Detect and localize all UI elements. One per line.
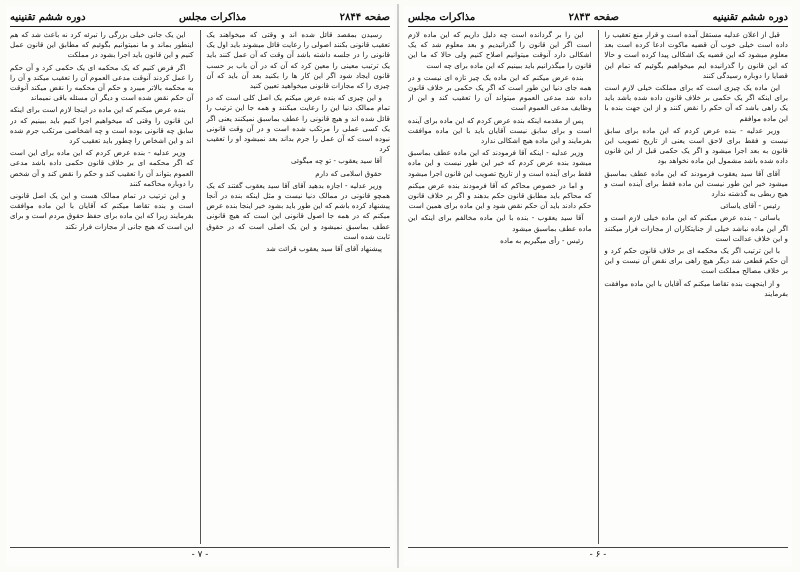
- paragraph: حقوق اسلامی که دارم: [315, 168, 382, 178]
- paragraph: این یک جانی خیلی بزرگی را تبرئه کرد نه باعث شد که هم اینطور بماند و ما نمیتوانیم بگوئیم که مطابق این قانون عمل کنیم و این قانون باید اجرا بشود در مملکت: [9, 30, 194, 60]
- paragraph: رئیس - آقای یاسائی: [720, 201, 780, 211]
- paragraph: وزیر عدلیه - بنده عرض کردم که این ماده برای سابق نیست و فقط برای لاحق است یعنی از تاریخ تصویب این قانون به بعد اجرا میشود و اگر یک حکمی قبل از این قانون داده شده باشد مشمول این ماده نخواهد بود: [604, 125, 788, 166]
- left-page-column-left: [10, 30, 194, 544]
- right-page-column-left: [408, 30, 592, 544]
- paragraph: آقا سید یعقوب - بنده با این ماده مخالفم برای اینکه این ماده عطف بماسبق میشود: [407, 213, 592, 233]
- right-page-label: صفحه ۲۸۴۳: [568, 11, 620, 23]
- paragraph: با این ترتیب اگر یک محکمه ای بر خلاف قانون حکم کرد و آن حکم قطعی شد دیگر هیچ راهی برای نقض آن نیست و این بر خلاف مصالح مملکت است: [604, 246, 788, 276]
- right-page-column-right: [604, 30, 788, 544]
- right-page-footer: - ۶ -: [408, 547, 788, 562]
- left-page-column-right: [206, 30, 390, 544]
- right-page-columns: [408, 30, 788, 544]
- paragraph: و اما در خصوص محاکم که آقا فرمودند بنده عرض میکنم که محاکم باید مطابق قانون حکم بدهند و اگر بر خلاف قانون حکم دادند باید آن حکم نقض شود و این ماده برای همین است: [407, 180, 592, 211]
- left-page-label: صفحه ۲۸۴۴: [339, 11, 390, 23]
- left-page-footer: - ۷ -: [10, 547, 390, 562]
- left-page-title: مذاکرات مجلس: [179, 11, 247, 23]
- paragraph: قبل از اعلان عدلیه مستقل آمده است و قرار منع تعقیب را داده است خیلی خوب آن قضیه ماکوت ادعا کرده است بعد معلوم میشود که این قضیه یک اشکالی پیدا کرده است و حالا که این قانون را گذرانیده ایم میخواهیم بگوئیم که تمام این قضایا را دوباره رسیدگی کنند: [604, 30, 788, 80]
- paragraph: وزیر عدلیه - اینکه آقا فرمودند که این ماده عطف بماسبق میشود بنده عرض کردم که خیر این طور نیست و این ماده فقط برای آینده است و از تاریخ تصویب این قانون اجرا میشود: [407, 148, 592, 178]
- paragraph: این را بر گردانده است چه دلیل داریم که این ماده لازم است اگر این قانون را گذرانیدیم و بعد معلوم شد که یک اشکالی دارد آنوقت میتوانیم اصلاح کنیم ولی حالا که ما این قانون را میگذرانیم باید ببینیم که این ماده برای چه است: [407, 30, 592, 70]
- right-page-title: مذاکرات مجلس: [408, 11, 476, 23]
- column-divider: [598, 30, 599, 544]
- paragraph: یاسائی - بنده عرض میکنم که این ماده خیلی لازم است و اگر این ماده نباشد خیلی از جنایتکاران از مجازات فرار میکنند و این خلاف عدالت است: [604, 213, 788, 243]
- paragraph: پیشنهاد آقای آقا سید یعقوب قرائت شد: [266, 244, 382, 254]
- left-page-header: [10, 8, 390, 27]
- left-page: [6, 6, 394, 566]
- right-page-session: دوره ششم تقنینیه: [712, 11, 788, 23]
- paragraph: رسیدن بمقصد قائل شده اند و وقتی که میخواهند یک تعقیب قانونی بکنند اصولی را رعایت قائل میشوند باید اول یک قانونی را در جلسه داشته باشد آن وقت که آن عمل کنند باید یک ترتیب معینی را معین کرد که آن که در آن باب بر حسب قانون ایجاد شود اگر این کار ها را بکنید بعد آن باید که آن چیزی را که مجازات قانونی میخواهید تعیین کنید: [206, 30, 390, 91]
- column-divider: [200, 30, 201, 544]
- paragraph: وزیر عدلیه - اجازه بدهید آقای آقا سید یعقوب گفتند که یک همچو قانونی در ممالک دنیا نیست و مثل اینکه بنده در آنجا پیشنهاد کرده باشم که این طور باید بشود خیر اینجا بنده عرض میکنم که در همه جا اصول قانونی این است که هیچ قانونی عطف بماسبق نمیشود و این یک اصلی است که در حقوق ثابت شده است: [206, 180, 390, 241]
- paragraph: بنده عرض میکنم که این ماده یک چیز تازه ای نیست و در همه جای دنیا این طور است که اگر یک حکمی بر خلاف قانون داده شد مدعی العموم میتواند آن را تعقیب کند و این از وظایف مدعی العموم است: [407, 72, 592, 113]
- left-page-session: دوره ششم تقنینیه: [10, 11, 86, 23]
- paragraph: و این چیزی که بنده عرض میکنم یک اصل کلی است که در تمام ممالک دنیا این را رعایت میکنند و همه جا این ترتیب را قائل شده اند و هیچ قانونی را عطف بماسبق نمیکنند یعنی اگر یک کسی عملی را مرتکب شده است و در آن وقت قانونی نبوده است که آن عمل را جرم بداند بعد نمیشود او را تعقیب کرد: [206, 93, 390, 154]
- paragraph: آقای آقا سید یعقوب فرمودند که این ماده عطف بماسبق میشود خیر این طور نیست این ماده فقط برای آینده است و هیچ ربطی به گذشته ندارد: [604, 168, 788, 199]
- paragraph: بنده عرض میکنم که این ماده در اینجا لازم است برای اینکه این قانون را وقتی که میخواهیم اجرا کنیم باید ببینیم که در سابق چه قانونی بوده است و چه اشخاصی مرتکب جرم شده اند و این اشخاص را چطور باید تعقیب کرد: [9, 105, 194, 146]
- paragraph: این ماده یک چیزی است که برای مملکت خیلی لازم است برای اینکه اگر یک حکمی بر خلاف قانون داده شده باشد باید یک راهی باشد که آن حکم را نقض کنند و از این جهت بنده با این ماده موافقم: [604, 83, 788, 123]
- paragraph: پس از مقدمه اینکه بنده عرض کردم که این ماده برای آینده است و برای سابق نیست آقایان باید با این ماده موافقت بفرمایند و این ماده هیچ اشکالی ندارد: [407, 115, 592, 146]
- paragraph: و از اینجهت بنده تقاضا میکنم که آقایان با این ماده موافقت بفرمایند: [604, 278, 788, 298]
- paragraph: اگر فرض کنیم که یک محکمه ای یک حکمی کرد و آن حکم را عمل کردند آنوقت مدعی العموم آن را تعقیب میکند و آن را به محکمه بالاتر میبرد و حکم آن محکمه را نقض میکند آنوقت آن حکم نقض شده است و دیگر آن مسئله باقی نمیماند: [9, 62, 194, 103]
- right-page: [404, 6, 792, 566]
- right-page-header: [408, 8, 788, 27]
- left-page-columns: [10, 30, 390, 544]
- paragraph: آقا سید یعقوب - تو چه میگوئی: [290, 156, 382, 166]
- paragraph: وزیر عدلیه - بنده عرض کردم که این ماده برای این است که اگر محکمه ای بر خلاف قانون حکمی داده باشد مدعی العموم بتواند آن را تعقیب کند و حکم را نقض کند و آن شخص را دوباره محاکمه کنند: [9, 148, 194, 188]
- paragraph: و این ترتیب در تمام ممالک هست و این یک اصل قانونی است و بنده تقاضا میکنم که آقایان با این ماده موافقت بفرمایند زیرا که این ماده برای حفظ حقوق مردم است و برای این است که هیچ جانی از مجازات فرار نکند: [9, 191, 194, 231]
- book-gutter: [397, 4, 399, 568]
- paragraph: رئیس - رأی میگیریم به ماده: [500, 235, 584, 245]
